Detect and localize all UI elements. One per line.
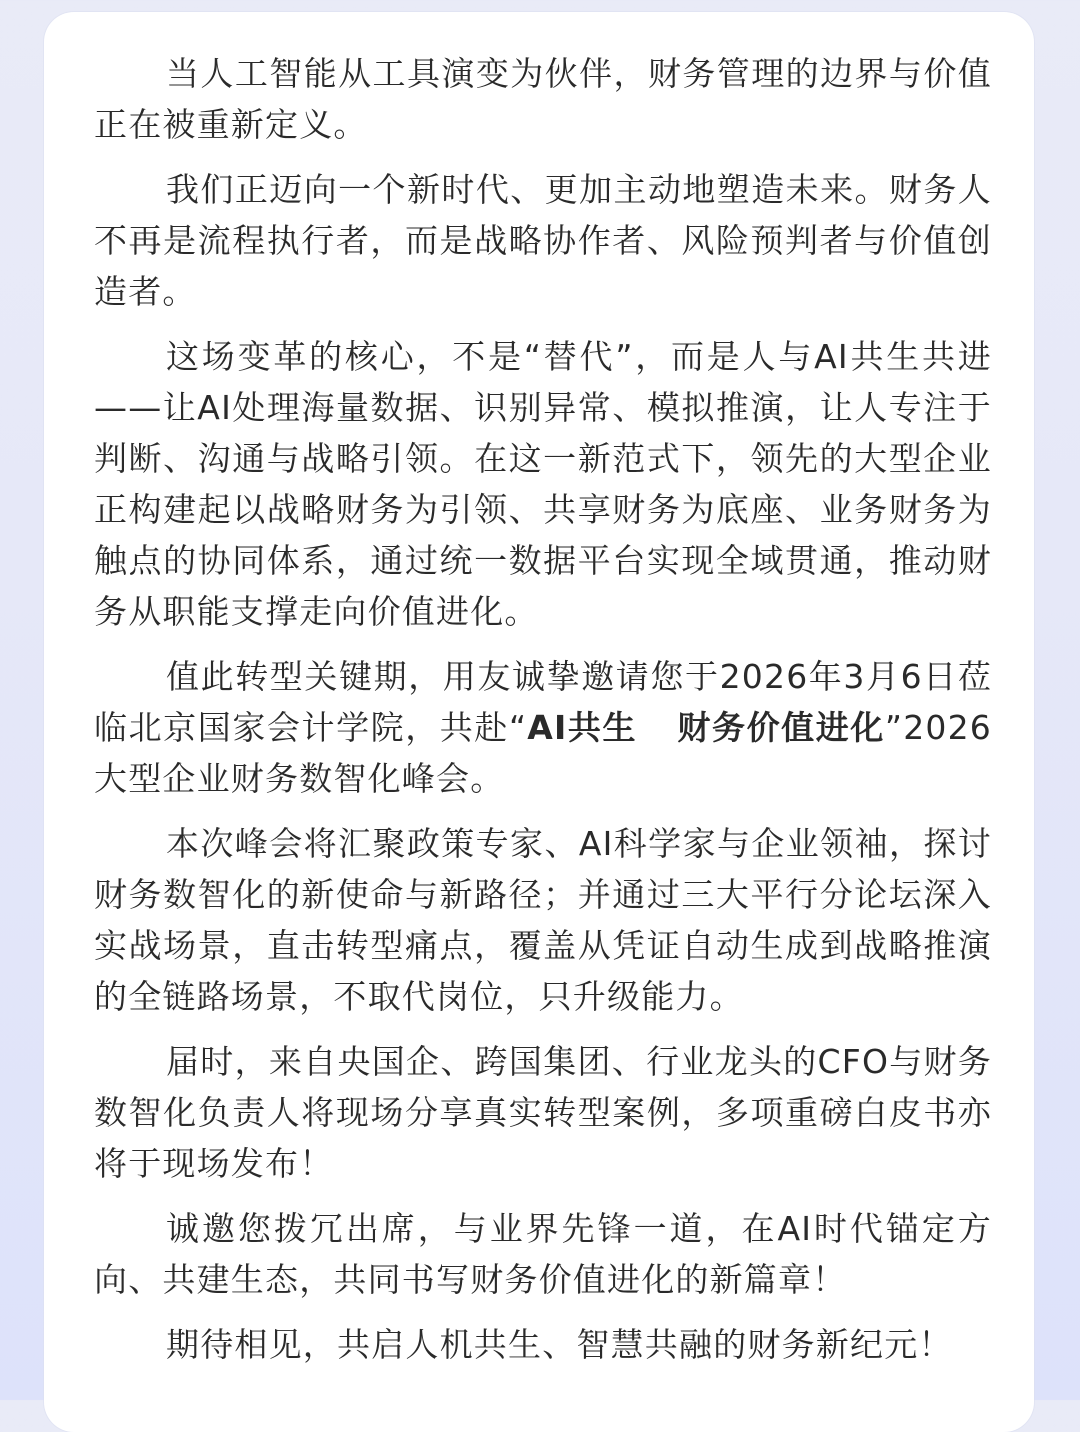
paragraph-invitation [94,651,992,804]
paragraph-call-to-attend: 诚邀您拨冗出席，与业界先锋一道，在AI时代锚定方向、共建生态，共同书写财务价值进化的新篇章！ [94,1209,992,1299]
paragraph-speakers: 届时，来自央国企、跨国集团、行业龙头的CFO与财务数智化负责人将现场分享真实转型案例，多项重磅白皮书亦将于现场发布！ [94,1042,992,1183]
invitation-text-after: ”2026大型企业财务数智化峰会。 [94,708,992,798]
invitation-body [94,48,992,1384]
invitation-card [44,12,1034,1432]
paragraph-closing: 期待相见，共启人机共生、智慧共融的财务新纪元！ [166,1325,953,1364]
paragraph-core-change: 这场变革的核心，不是“替代”，而是人与AI共生共进——让AI处理海量数据、识别异常、模拟推演，让人专注于判断、沟通与战略引领。在这一新范式下，领先的大型企业正构建起以战略财务为引领、共享财务为底座、业务财务为触点的协同体系，通过统一数据平台实现全域贯通，推动财务从职能支撑走向价值进化。 [94,337,992,631]
paragraph-intro: 当人工智能从工具演变为伙伴，财务管理的边界与价值正在被重新定义。 [94,54,992,144]
paragraph-summit-content: 本次峰会将汇聚政策专家、AI科学家与企业领袖，探讨财务数智化的新使命与新路径；并通过三大平行分论坛深入实战场景，直击转型痛点，覆盖从凭证自动生成到战略推演的全链路场景，不取代岗位，只升级能力。 [94,824,992,1016]
invitation-text-before: 值此转型关键期，用友诚挚邀请您于2026年3月6日莅临北京国家会计学院，共赴“ [94,657,992,747]
summit-theme-part-2: 财务价值进化 [677,708,885,747]
summit-theme-part-1: AI共生 [527,708,638,747]
paragraph-new-era: 我们正迈向一个新时代、更加主动地塑造未来。财务人不再是流程执行者，而是战略协作者、风险预判者与价值创造者。 [94,170,992,311]
